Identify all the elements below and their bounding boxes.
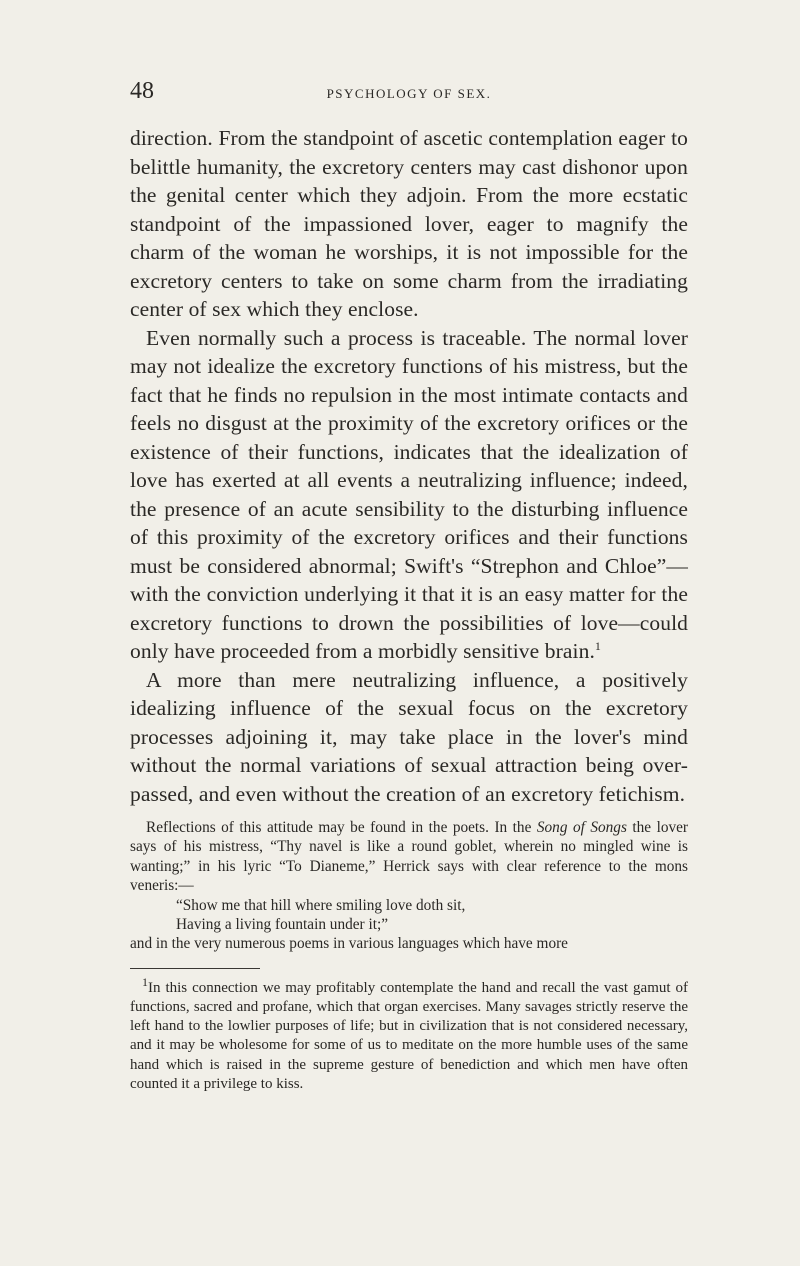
footnote-divider	[130, 968, 260, 969]
paragraph-3: A more than mere neutralizing influence, a positively idealizing influence of the sexual focus on the excretory processes adjoining it, may take place in the lover's mind without the normal variations of sexual attraction being over-passed, and even without the creation of an excretory fetichism.	[130, 667, 688, 806]
footnote-text: $^1$In this connection we may profitably contemplate the hand and recall the vast gamut of functions, sacred and profane, which that organ exercises. Many savages strictly reserve the left hand to the lowlier purposes of life; but in civilization that is not considered necessary, and it may be wholesome for some of us to meditate on the more humble uses of the same hand which is raised in the supreme gesture of benediction and which men have often counted it a privilege to kiss.	[130, 974, 688, 1092]
paragraph-1: direction. From the standpoint of ascetic contemplation eager to belittle humanity, the excretory centers may cast dishonor upon the genital center which they adjoin. From the more ecstatic standpoint of the impassioned lover, eager to magnify the charm of the woman he worships, it is not impossible for the excretory centers to take on some charm from the irradiating center of sex which they enclose.	[130, 126, 688, 321]
book-page	[130, 78, 688, 1094]
page-header	[130, 78, 688, 108]
verse-line-1: “Show me that hill where smiling love doth sit,	[176, 896, 466, 914]
footnote-marker: 1	[142, 974, 148, 989]
footnote-reference: 1	[594, 638, 602, 653]
verse-line-2: Having a living fountain under it;”	[176, 916, 388, 934]
footnote	[130, 974, 688, 1094]
small-paragraph: Reflections of this attitude may be found in the poets. In the Song of Songs the lover says of his mistress, “Thy navel is like a round goblet, wherein no mingled wine is wanting;” in his lyric “To Dianeme,” Herrick says with clear reference to the mons veneris:—	[130, 819, 689, 895]
page-number: 48	[130, 78, 154, 104]
small-paragraph-continued: and in the very numerous poems in various languages which have more	[130, 935, 568, 953]
small-print-passage	[130, 818, 688, 954]
running-title: PSYCHOLOGY OF SEX.	[326, 86, 492, 101]
song-title: Song of Songs	[536, 819, 627, 836]
body-text	[130, 124, 688, 808]
paragraph-2: Even normally such a process is traceable. The normal lover may not idealize the excretory functions of his mistress, but the fact that he finds no repulsion in the most intimate contacts and feels no disgust at the proximity of the excretory orifices or the existence of their functions, indicates that the idealization of love has exerted at all events a neutralizing influence; indeed, the presence of an acute sensibility to the disturbing influence of this proximity of the excretory orifices and their functions must be considered abnormal; Swift's “Strephon and Chloe”—with the conviction underlying it that it is an easy matter for the excretory functions to drown the possibilities of love—could only have proceeded from a morbidly sensitive brain.$^1$	[130, 325, 688, 663]
verse-quote	[130, 896, 688, 935]
